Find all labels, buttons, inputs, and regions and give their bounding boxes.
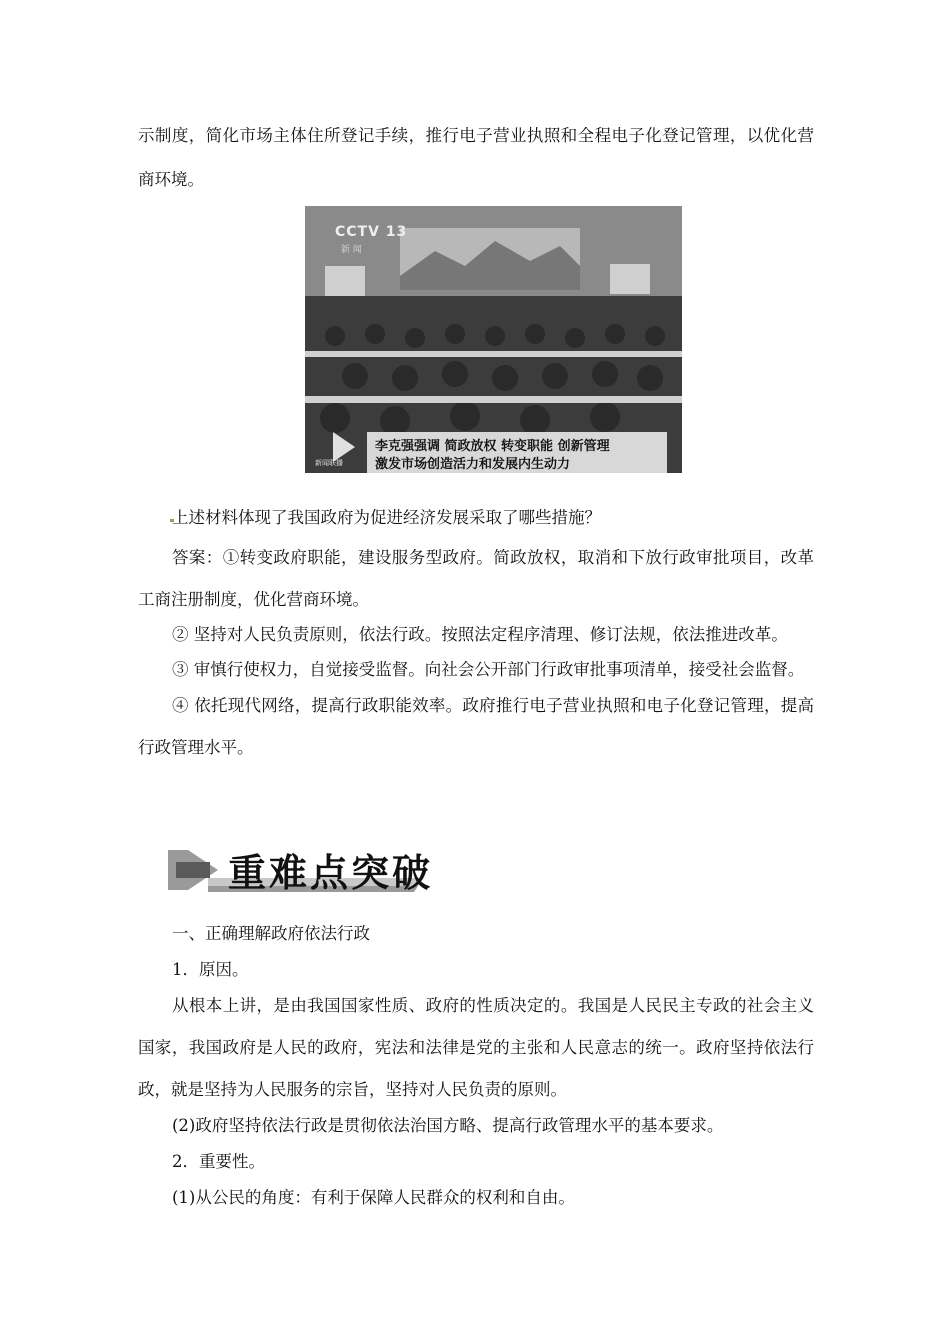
program-tag: 新闻联播 [315, 459, 343, 467]
item-1-para-2: (2)政府坚持依法行政是贯彻依法治国方略、提高行政管理水平的基本要求。 [172, 1116, 724, 1135]
caption-line-1: 李克强强调 简政放权 转变职能 创新管理 [375, 439, 610, 454]
answer-1-line-1: 答案：①转变政府职能，建设服务型政府。简政放权，取消和下放行政审批项目，改革 [172, 548, 814, 567]
answer-4-line-1: ④ 依托现代网络，提高行政职能效率。政府推行电子营业执照和电子化登记管理，提高 [172, 696, 814, 715]
news-photo [305, 206, 682, 473]
item-2-para-1: (1)从公民的角度：有利于保障人民群众的权利和自由。 [172, 1188, 575, 1207]
item-1-para-1-line-2: 国家，我国政府是人民的政府，宪法和法律是党的主张和人民意志的统一。政府坚持依法行 [138, 1038, 814, 1057]
intro-line-2: 商环境。 [138, 170, 204, 189]
caption-line-2: 激发市场创造活力和发展内生动力 [375, 457, 571, 472]
section-banner-title: 重难点突破 [228, 850, 434, 895]
answer-3: ③ 审慎行使权力，自觉接受监督。向社会公开部门行政审批事项清单，接受社会监督。 [172, 660, 805, 679]
item-2-title: 2．重要性。 [172, 1152, 265, 1171]
answer-4-line-2: 行政管理水平。 [138, 738, 254, 757]
answer-2: ② 坚持对人民负责原则，依法行政。按照法定程序清理、修订法规，依法推进改革。 [172, 625, 788, 644]
question: 上述材料体现了我国政府为促进经济发展采取了哪些措施？ [172, 508, 601, 527]
answer-1-line-2: 工商注册制度，优化营商环境。 [138, 590, 369, 609]
item-1-para-1-line-1: 从根本上讲，是由我国国家性质、政府的性质决定的。我国是人民民主专政的社会主义 [172, 996, 814, 1015]
item-1-title: 1．原因。 [172, 960, 249, 979]
channel-logo: CCTV 13 [335, 224, 408, 240]
item-1-para-1-line-3: 政，就是坚持为人民服务的宗旨，坚持对人民负责的原则。 [138, 1080, 567, 1099]
intro-line-1: 示制度，简化市场主体住所登记手续，推行电子营业执照和全程电子化登记管理，以优化营 [138, 126, 814, 145]
channel-sub: 新 闻 [341, 245, 362, 255]
section-heading: 一、正确理解政府依法行政 [172, 924, 370, 943]
